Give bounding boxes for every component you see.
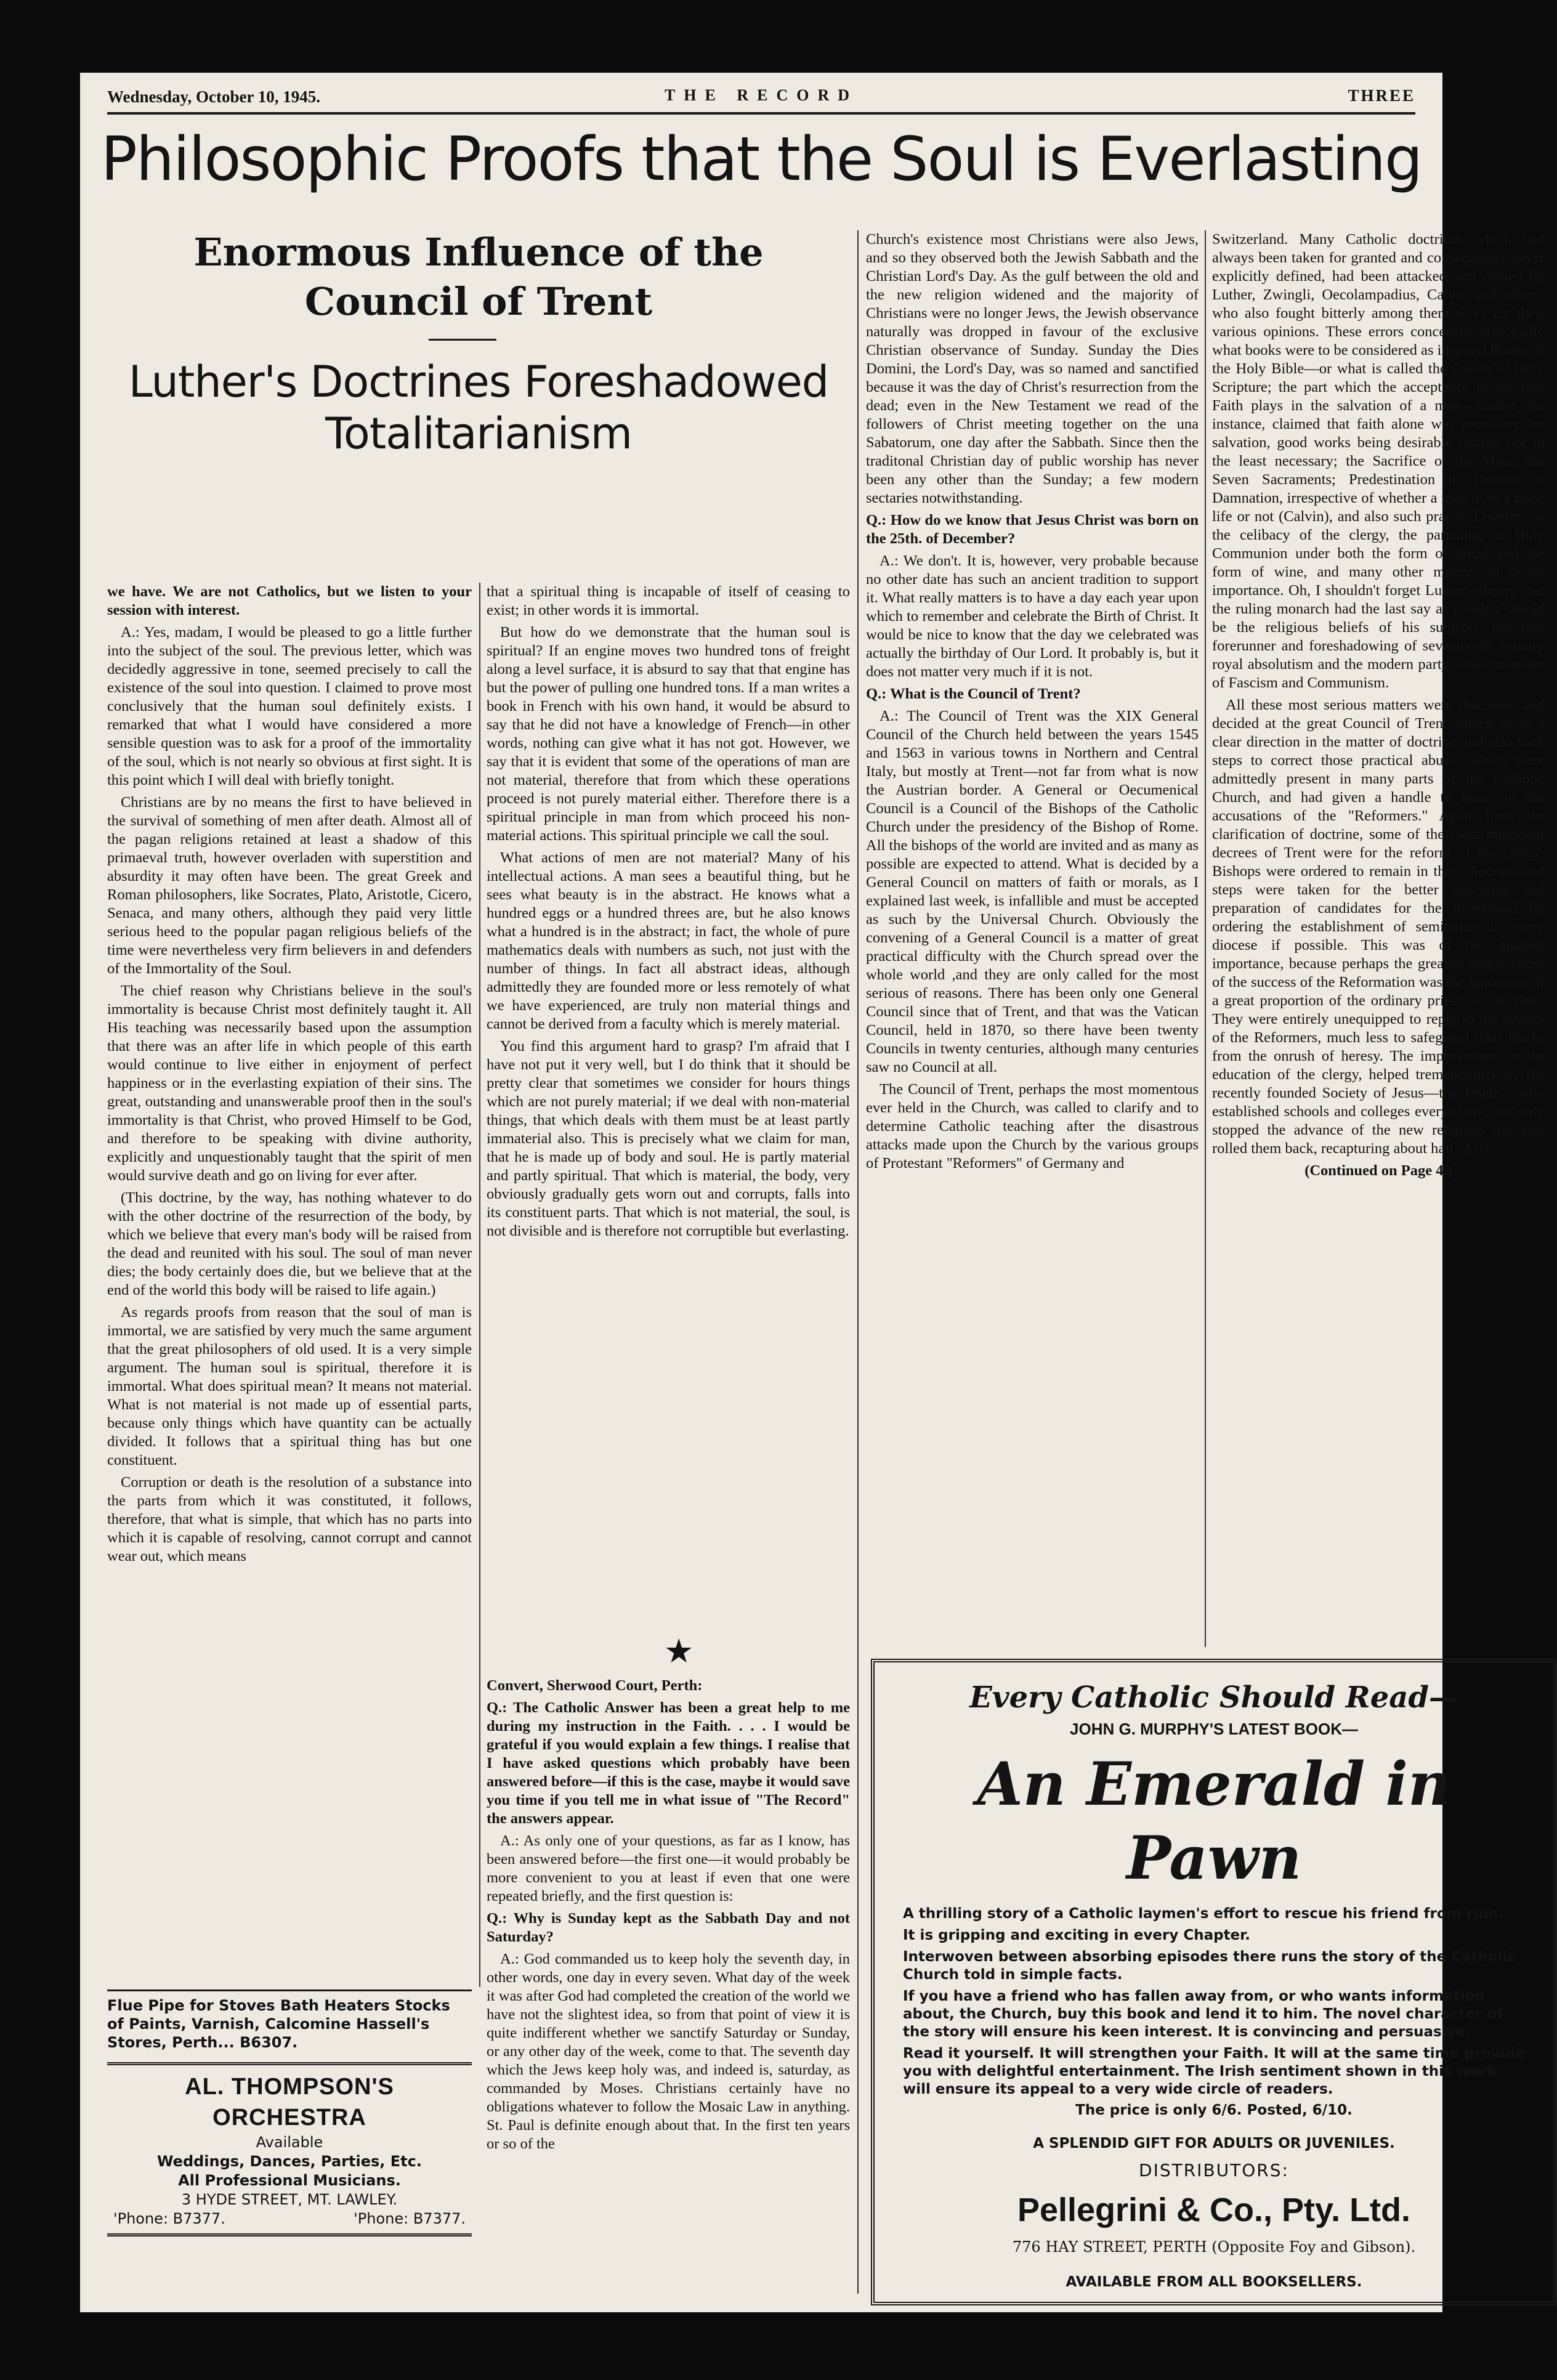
column-rule-2: [857, 230, 859, 2294]
paper-name: THE RECORD: [664, 86, 859, 104]
orchestra-phone-1: 'Phone: B7377.: [113, 2210, 225, 2227]
newspaper-page: [80, 73, 1545, 2312]
orchestra-phones: [107, 2209, 472, 2228]
paragraph: Corruption or death is the resolution of a substance into the parts from which it was constituted, it follows, therefore, that what is simple, that which has no parts into which it is capable of resolving, cannot corrupt and cannot wear out, which means: [107, 1474, 472, 1564]
paragraph: A.: The Council of Trent was the XIX General Council of the Church held between the years 1545 and 1563 in various towns in Northern and Central Italy, but mostly at Trent—not far from what is now the Austrian border. A General or Oecumenical Council is a Council of the Bishops of the Catholic Church under the presidency of the Bishop of Rome. All the bishops of the world are invited and as many as possible are expected to attend. What is decided by a General Council on matters of faith or morals, as I explained last week, is infallible and must be accepted as such by the Universal Church. Obviously the convening of a General Council is a matter of great practical difficulty with the Church spread over the whole world ,and they are only called for the most serious of reasons. There has been only one General Council since that of Trent, and that was the Vatican Council, held in 1870, so there have been twenty Councils in twenty centuries, although many centuries saw no Council at all.: [866, 708, 1199, 1075]
headline: Philosophic Proofs that the Soul is Everlasting: [100, 124, 1422, 195]
paragraph: A.: As only one of your questions, as far as I know, has been answered before—the first one—it would probably be more convenient to you at least if even that one were repeated briefly, and the first question is:: [487, 1832, 850, 1904]
continued-note: (Continued on Page 4.): [1304, 1162, 1452, 1179]
paragraph: Q.: Why is Sunday kept as the Sabbath Day and not Saturday?: [487, 1910, 850, 1945]
ad-flue-pipe: Flue Pipe for Stoves Bath Heaters Stocks of Paints, Varnish, Calcomine Hassell's Stores, Perth... B6307.: [107, 1989, 472, 2052]
subhead-luther: Luther's Doctrines Foreshadowed Totalitarianism: [128, 357, 829, 459]
masthead: [107, 81, 1415, 115]
ad-distributor-firm: Pellegrini & Co., Pty. Ltd.: [1017, 2192, 1411, 2228]
issue-date: Wednesday, October 10, 1945.: [107, 87, 321, 106]
paragraph: The chief reason why Christians believe in the soul's immortality is because Christ most definitely taught it. All His teaching was necessarily based upon the assumption that there was an after life in which people of this earth would continue to live either in enjoyment of perfect happiness or in the everlasting expiation of their sins. The great, outstanding and unanswerable proof then in the soul's immortality is that Christ, who proved Himself to be God, and therefore to be speaking with divine authority, explicitly and unquestionably taught that the spirit of men would survive death and go on living for ever after.: [107, 982, 472, 1184]
ad-paragraph-5: Read it yourself. It will strengthen your Faith. It will at the same time provide you with delightful entertainment. The Irish sentiment shown in this work will ensure its appeal to a very wide circle of readers.: [903, 2046, 1525, 2097]
paragraph: Convert, Sherwood Court, Perth:: [487, 1677, 703, 1694]
subhead-divider: [429, 339, 496, 341]
paragraph: Q.: What is the Council of Trent?: [866, 686, 1081, 702]
article-column-2: [487, 583, 850, 1244]
ad-paragraph-1: A thrilling story of a Catholic laymen's effort to rescue his friend from ruin.: [903, 1906, 1504, 1922]
paragraph: Q.: The Catholic Answer has been a great help to me during my instruction in the Faith. . . . I would be grateful if you would explain a few things. I realise that I have asked questions which probably have been answered before—if this is the case, maybe it would save you time if you tell me in what issue of "The Record" the answers appear.: [487, 1699, 850, 1827]
paragraph: All these most serious matters were discussed and decided at the great Council of Trent, which gives a clear direction in the matter of doctrine and also took steps to correct those practical abuses which were admittedly present in many parts of the Catholic Church, and had given a handle to many of the accusations of the "Reformers." Apart from the clarification of doctrine, some of the most important decrees of Trent were for the reform of the clergy: Bishops were ordered to remain in their dioceses and steps were taken for the better education and preparation of candidates for the priesthood by ordering the establishment of seminaries in every diocese if possible. This was of the greatest importance, because perhaps the greatest single cause of the success of the Reformation was the ignorance of a great proportion of the ordinary priests of the time. They were entirely unequipped to reply to the attacks of the Reformers, much less to safeguard their flocks from the onrush of heresy. The improvement in the education of the clergy, helped tremendously by the recently founded Society of Jesus—the Jesuits—who established schools and colleges everywhere, not only stopped the advance of the new religions but also rolled them back, recapturing about half of the: [1212, 697, 1545, 1157]
column-rule-3: [1205, 230, 1206, 1647]
paragraph: we have. We are not Catholics, but we listen to your session with interest.: [107, 583, 472, 618]
article-column-3: [866, 230, 1199, 1176]
ad-paragraph-4: If you have a friend who has fallen away from, or who wants information about, the Church, buy this book and lend it to him. The novel character of the story will ensure his keen interest. It is convincing and persuasive.: [903, 1988, 1503, 2040]
orchestra-line-1: Weddings, Dances, Parties, Etc.: [157, 2153, 422, 2170]
paragraph: A.: God commanded us to keep holy the seventh day, in other words, one day in every seven. What day of the week it was after God had completed the creation of the world we have not the slightest idea, so from that point of view it is quite indifferent whether we sanctify Saturday or Sunday, or any other day of the week, come to that. The seventh day which the Jews keep holy was, and indeed is, saturday, as commanded by Moses. Christians certainly have no obligations whatever to follow the Mosaic Law in anything. St. Paul is definite enough about that. In the first ten years or so of the: [487, 1951, 850, 2152]
paragraph: A.: Yes, madam, I would be pleased to go a little further into the subject of the soul. The previous letter, which was decidedly aggressive in tone, seemed precisely to call the existence of the soul into question. I claimed to prove most conclusively that the human soul definitely exists. I remarked that what I would have considered a more sensible question was to ask for a proof of the immortality of the soul, which is not nearly so obvious at first sight. It is this point which I will deal with briefly tonight.: [107, 624, 472, 788]
article-column-1: [107, 583, 472, 1569]
paragraph: As regards proofs from reason that the soul of man is immortal, we are satisfied by very much the same argument that the great philosophers of old used. It is a very simple argument. The human soul is spiritual, therefore it is immortal. What does spiritual mean? It means not material. What is not material is not made up of essential parts, because only things which have quantity can be actually divided. It follows that a spiritual thing has but one constituent.: [107, 1304, 472, 1468]
paragraph: But how do we demonstrate that the human soul is spiritual? If an engine moves two hundred tons of freight along a level surface, it is absurd to say that that engine has but the power of pulling one hundred tons. If a man writes a book in French with his own hand, it would be absurd to say that he did not have a knowledge of French—in other words, nothing can give what it has not got. However, we say that it is evident that some of the operations of man are not material, therefore that from which these operations proceed is not purely material either. Therefore there is a spiritual principle in man from which proceed his non-material actions. This spiritual principle we call the soul.: [487, 624, 850, 844]
paragraph: Church's existence most Christians were also Jews, and so they observed both the Jewish Sabbath and the Christian Lord's Day. As the gulf between the old and the new religion widened and the majority of Christians were no longer Jews, the Jewish observance naturally was dropped in favour of the exclusive Christian observance of Sunday. Sunday the Dies Domini, the Lord's Day, was so named and sanctified because it was the day of Christ's resurrection from the dead; even in the New Testament we read of the followers of Christ meeting together on the una Sabatorum, one day after the Sabbath. Since then the traditonal Christian day of public worship has never been any other than the Sunday; a few modern sectaries notwithstanding.: [866, 231, 1199, 506]
ad-price: The price is only 6/6. Posted, 6/10.: [1075, 2102, 1353, 2118]
ad-gift: A SPLENDID GIFT FOR ADULTS OR JUVENILES.: [1033, 2135, 1395, 2151]
ad-paragraph-3: Interwoven between absorbing episodes there runs the story of the Catholic Church told in simple facts.: [903, 1949, 1516, 1983]
paragraph: What actions of men are not material? Many of his intellectual actions. A man sees a beautiful thing, but he sees what beauty is in the abstract. He knows what a hundred eggs or a hundred threes are, but he also knows what a hundred is in the abstract; in fact, the whole of pure mathematics deals with numbers as such, not just with the number of things. In fact all abstract ideas, although admittedly they are founded more or less remotely of what we have experienced, are truly non material things and cannot be derived from a faculty which is merely material.: [487, 849, 850, 1032]
ad-orchestra: [107, 2062, 472, 2236]
section-star: ★: [664, 1633, 694, 1670]
article-column-2b: [487, 1677, 850, 2157]
ad-distributor-address: 776 HAY STREET, PERTH (Opposite Foy and Gibson).: [1012, 2238, 1416, 2256]
column-rule-1: [479, 583, 480, 1987]
ad-author: JOHN G. MURPHY'S LATEST BOOK—: [1070, 1720, 1358, 1738]
orchestra-line-2: All Professional Musicians.: [178, 2172, 401, 2189]
orchestra-name: AL. THOMPSON'S ORCHESTRA: [185, 2074, 394, 2131]
paragraph: The Council of Trent, perhaps the most momentous ever held in the Church, was called to clarify and to determine Catholic teaching after the disastrous attacks made upon the Church by the various groups of Protestant "Reformers" of Germany and: [866, 1081, 1199, 1172]
orchestra-address: 3 HYDE STREET, MT. LAWLEY.: [181, 2191, 398, 2208]
ad-paragraph-2: It is gripping and exciting in every Chapter.: [903, 1927, 1250, 1943]
page-number: THREE: [1348, 86, 1415, 105]
ad-emerald-in-pawn: [871, 1659, 1557, 2305]
orchestra-available: Available: [256, 2134, 323, 2151]
article-column-4-body: [1212, 230, 1545, 1158]
paragraph: that a spiritual thing is incapable of itself of ceasing to exist; in other words it is immortal.: [487, 583, 850, 618]
paragraph: You find this argument hard to grasp? I'm afraid that I have not put it very well, but I do think that it should be pretty clear that sometimes we consider for hours things which are not purely material; if we deal with non-material things, that which deals with them must be at least partly immaterial also. This is precisely what we claim for man, that he is made up of body and soul. He is partly material and partly spiritual. That which is material, the body, very obviously gradually gets worn out and corrupts, falls into its constituent parts. That which is not material, the soul, is not divisible and is therefore not corruptible but everlasting.: [487, 1038, 850, 1239]
subhead-council-of-trent: Enormous Influence of the Council of Trent: [193, 230, 764, 324]
paragraph: Q.: How do we know that Jesus Christ was born on the 25th. of December?: [866, 512, 1199, 547]
paragraph: A.: We don't. It is, however, very probable because no other date has such an ancient tradition to support it. What really matters is to have a day each year upon which to remember and celebrate the Birth of Christ. It would be nice to know that the day we celebrated was actually the birthday of Our Lord. It probably is, but it does not matter very much if it is not.: [866, 552, 1199, 680]
paragraph: (This doctrine, by the way, has nothing whatever to do with the other doctrine of the resurrection of the body, by which we believe that every man's body will be raised from the dead and reunited with his soul. The soul of man never dies; the body certainly does die, but we believe that at the end of the world this body will be raised to life again.): [107, 1189, 472, 1298]
ad-book-title: An Emerald in Pawn: [977, 1749, 1451, 1893]
ad-distributors-label: DISTRIBUTORS:: [1139, 2160, 1289, 2180]
ad-heading: Every Catholic Should Read—: [969, 1680, 1458, 1715]
paragraph: Christians are by no means the first to have believed in the survival of something of men after death. Almost all of the pagan religions retained at least a shadow of this primaeval truth, however overladen with superstition and absurdity it may often have been. The great Greek and Roman philosophers, like Socrates, Plato, Aristotle, Cicero, Senaca, and many others, although they paid very little serious heed to the popular pagan religious beliefs of the time were nevertheless very firm believers in and defenders of the Immortality of the Soul.: [107, 794, 472, 977]
paragraph: Switzerland. Many Catholic doctrines which had always been taken for granted and consequently never explicitly defined, had been attacked and denied by Luther, Zwingli, Oecolampadius, Calvin and others, who also fought bitterly among themselves for their various opinions. These errors concerned principally what books were to be considered as inspired Books of the Holy Bible—or what is called the Canon of Holy Scripture; the part which the acceptance of the true Faith plays in the salvation of a man—Luther, for instance, claimed that faith alone was necessary for salvation, good works being desirable though not in the least necessary; the Sacrifice of the Mass; the Seven Sacraments; Predestination to Heaven or Damnation, irrespective of whether a man lives a good life or not (Calvin), and also such practical matters as the celibacy of the clergy, the partaking of Holy Communion under both the form of bread and the form of wine, and many other matters of lesser importance. Oh, I shouldn't forget Luther's theory that the ruling monarch had the last say as to what should be the religious beliefs of his subjects, the true forerunner and foreshadowing of seventeenth century royal absolutism and the modern party Totalitarianism of Fascism and Communism.: [1212, 231, 1545, 691]
ad-availability: AVAILABLE FROM ALL BOOKSELLERS.: [1066, 2274, 1362, 2290]
article-column-4: [1212, 230, 1545, 1184]
ad-body: [903, 1905, 1525, 2099]
orchestra-phone-2: 'Phone: B7377.: [354, 2210, 466, 2227]
